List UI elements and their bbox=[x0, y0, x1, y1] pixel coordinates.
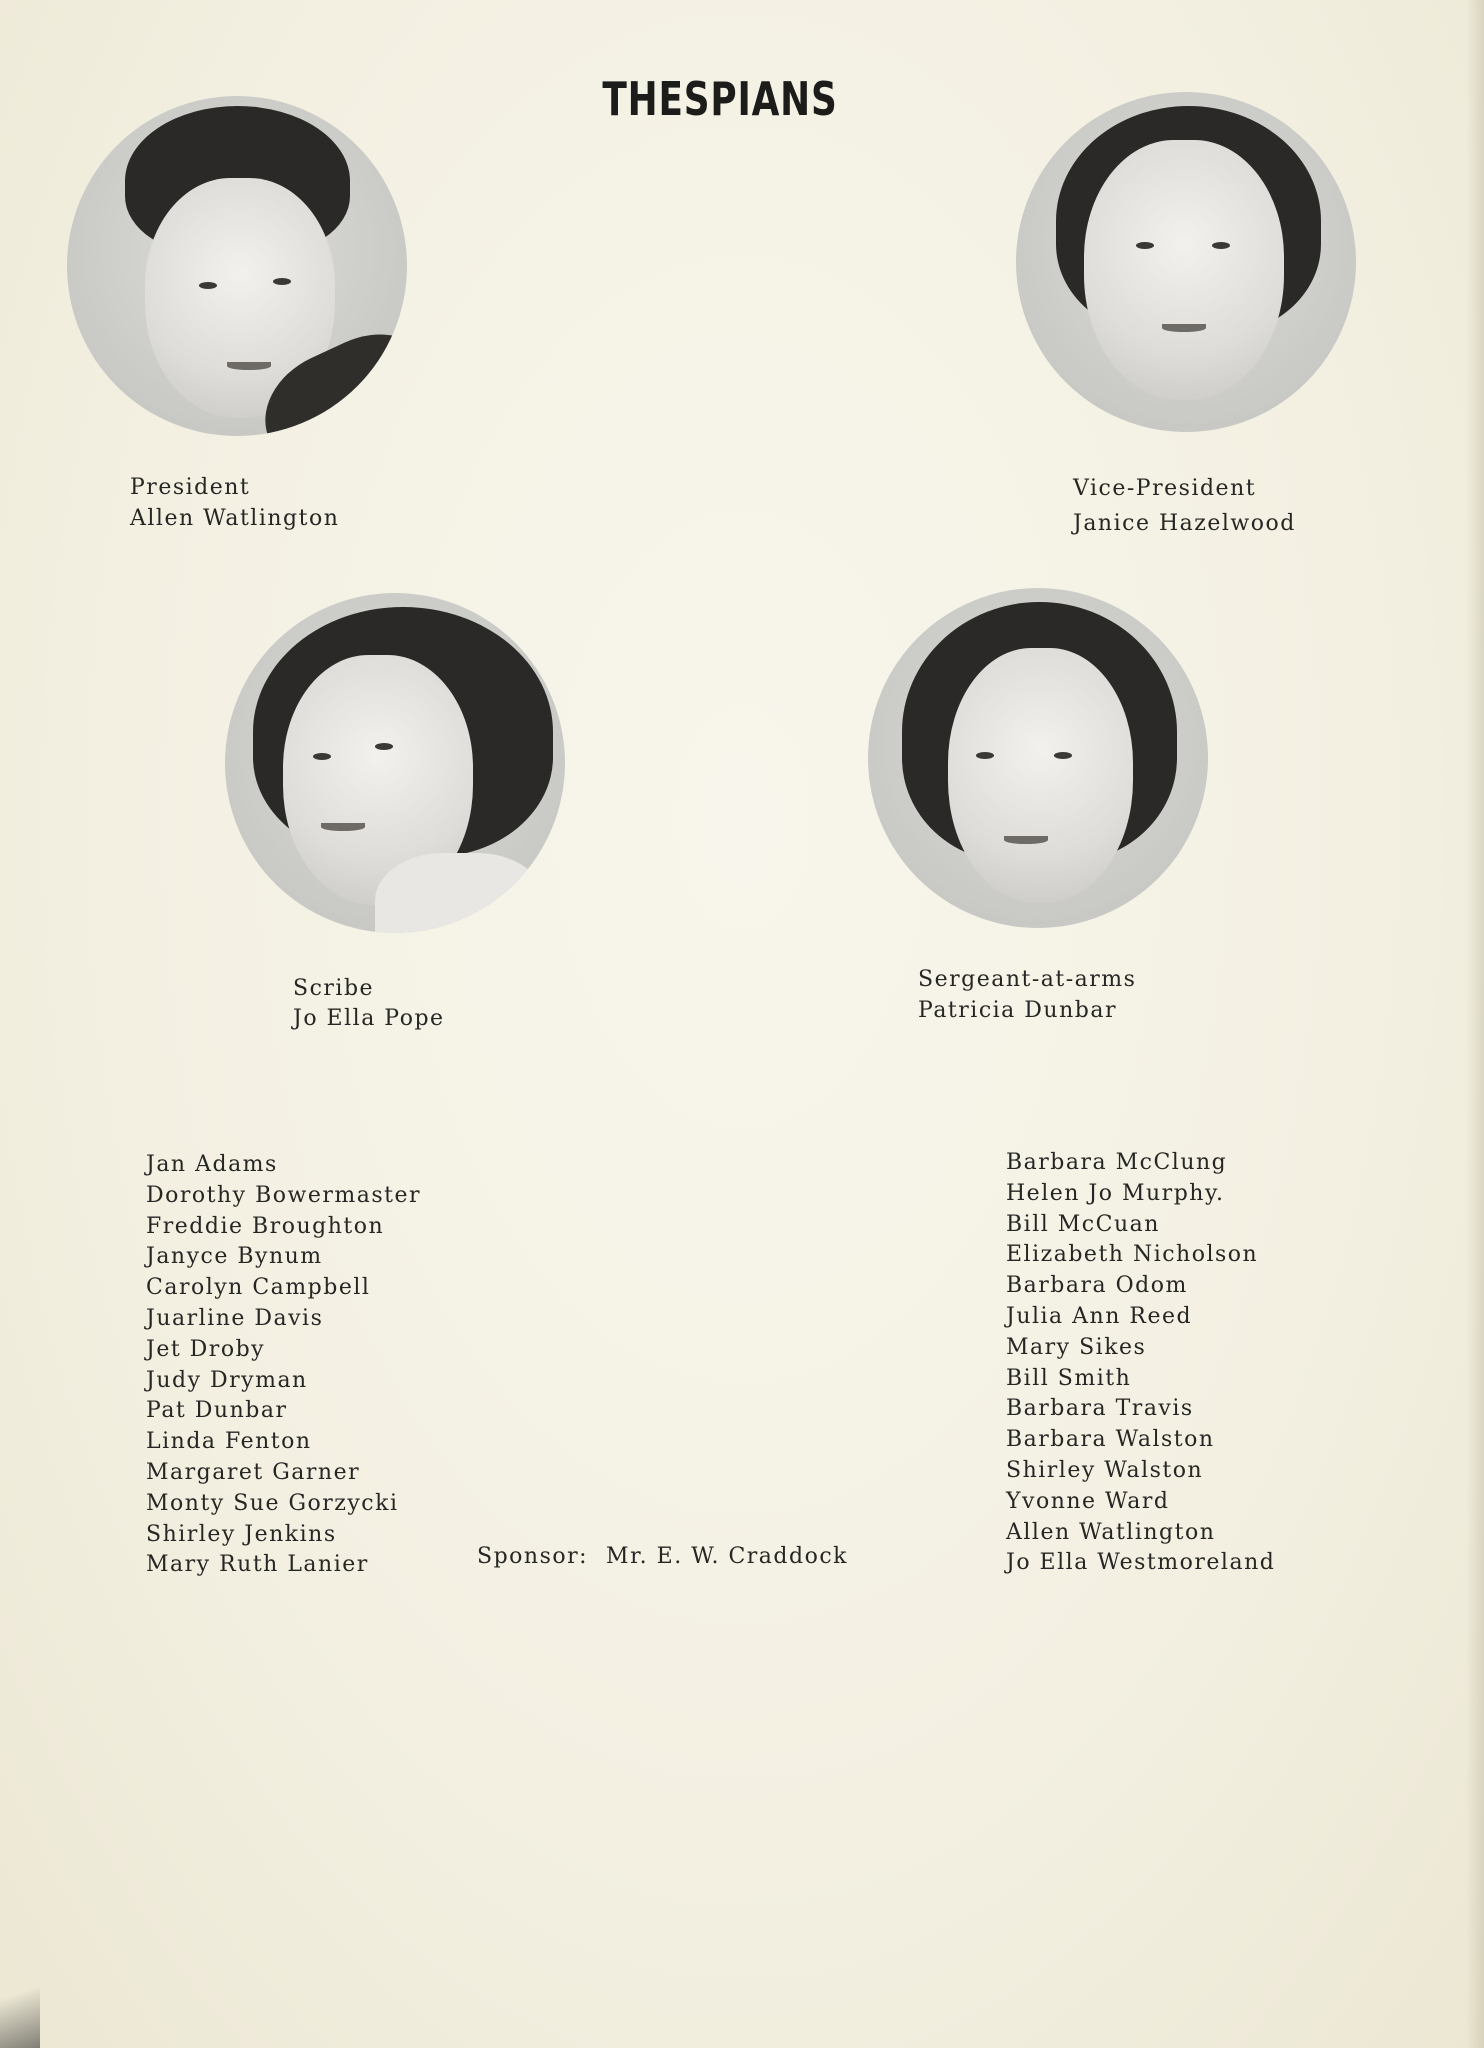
member-name: Helen Jo Murphy. bbox=[1006, 1180, 1225, 1206]
member-name: Jo Ella Westmoreland bbox=[1006, 1550, 1276, 1576]
member-name: Janyce Bynum bbox=[146, 1244, 323, 1270]
portrait-eye bbox=[1054, 752, 1072, 759]
portrait-eye bbox=[976, 752, 994, 759]
portrait-face bbox=[948, 648, 1133, 903]
member-name: Margaret Garner bbox=[146, 1459, 361, 1485]
officer-name: Janice Hazelwood bbox=[1073, 511, 1296, 536]
portrait-face bbox=[1084, 140, 1284, 400]
member-name: Bill Smith bbox=[1006, 1365, 1132, 1391]
sponsor-label: Sponsor: bbox=[477, 1544, 589, 1569]
portrait-president bbox=[67, 96, 407, 436]
portrait-mouth bbox=[321, 823, 365, 831]
portrait-eye bbox=[1136, 242, 1154, 249]
page-edge-shading bbox=[1466, 0, 1484, 2048]
caption-scribe bbox=[293, 974, 445, 1034]
member-name: Elizabeth Nicholson bbox=[1006, 1242, 1259, 1268]
member-name: Jet Droby bbox=[146, 1336, 266, 1362]
member-name: Barbara Travis bbox=[1006, 1396, 1194, 1422]
portrait-mouth bbox=[1004, 836, 1048, 844]
portrait-eye bbox=[273, 278, 291, 285]
portrait-mouth bbox=[1162, 324, 1206, 332]
member-name: Bill McCuan bbox=[1006, 1211, 1160, 1237]
member-name: Mary Ruth Lanier bbox=[146, 1552, 369, 1578]
portrait-eye bbox=[313, 753, 331, 760]
officer-name: Allen Watlington bbox=[130, 506, 340, 531]
member-name: Freddie Broughton bbox=[146, 1213, 385, 1239]
page-title: THESPIANS bbox=[602, 72, 838, 126]
member-list-right bbox=[1006, 1148, 1275, 1579]
member-name: Carolyn Campbell bbox=[146, 1275, 371, 1301]
member-name: Linda Fenton bbox=[146, 1429, 312, 1455]
member-name: Shirley Walston bbox=[1006, 1457, 1204, 1483]
member-name: Barbara McClung bbox=[1006, 1150, 1228, 1175]
caption-sergeant-at-arms bbox=[918, 964, 1136, 1026]
portrait-eye bbox=[199, 282, 217, 289]
officer-name: Jo Ella Pope bbox=[293, 1006, 445, 1031]
member-name: Barbara Walston bbox=[1006, 1427, 1215, 1453]
member-name: Barbara Odom bbox=[1006, 1273, 1188, 1299]
caption-vice-president bbox=[1073, 471, 1296, 541]
member-name: Monty Sue Gorzycki bbox=[146, 1490, 399, 1516]
portrait-sergeant-at-arms bbox=[868, 588, 1208, 928]
caption-president bbox=[130, 472, 339, 534]
member-name: Juarline Davis bbox=[146, 1305, 324, 1331]
member-name: Yvonne Ward bbox=[1006, 1488, 1170, 1514]
portrait-vice-president bbox=[1016, 92, 1356, 432]
sponsor-name: Mr. E. W. Craddock bbox=[606, 1544, 848, 1569]
portrait-scribe bbox=[225, 593, 565, 933]
portrait-mouth bbox=[227, 362, 271, 370]
sponsor-line bbox=[477, 1544, 848, 1569]
portrait-eye bbox=[375, 743, 393, 750]
member-name: Dorothy Bowermaster bbox=[146, 1182, 422, 1208]
member-name: Shirley Jenkins bbox=[146, 1521, 337, 1547]
member-name: Julia Ann Reed bbox=[1006, 1303, 1193, 1329]
member-name: Judy Dryman bbox=[146, 1367, 308, 1393]
member-name: Mary Sikes bbox=[1006, 1334, 1147, 1360]
officer-role: President bbox=[130, 475, 251, 500]
member-name: Pat Dunbar bbox=[146, 1398, 288, 1424]
officer-name: Patricia Dunbar bbox=[918, 998, 1117, 1023]
member-name: Allen Watlington bbox=[1006, 1519, 1216, 1545]
member-name: Jan Adams bbox=[146, 1152, 278, 1177]
officer-role: Scribe bbox=[293, 976, 375, 1001]
portrait-collar bbox=[375, 853, 545, 933]
member-list-left bbox=[146, 1150, 421, 1581]
portrait-eye bbox=[1212, 242, 1230, 249]
page-corner-shadow bbox=[0, 1958, 40, 2048]
officer-role: Sergeant-at-arms bbox=[918, 967, 1137, 992]
officer-role: Vice-President bbox=[1073, 476, 1257, 501]
